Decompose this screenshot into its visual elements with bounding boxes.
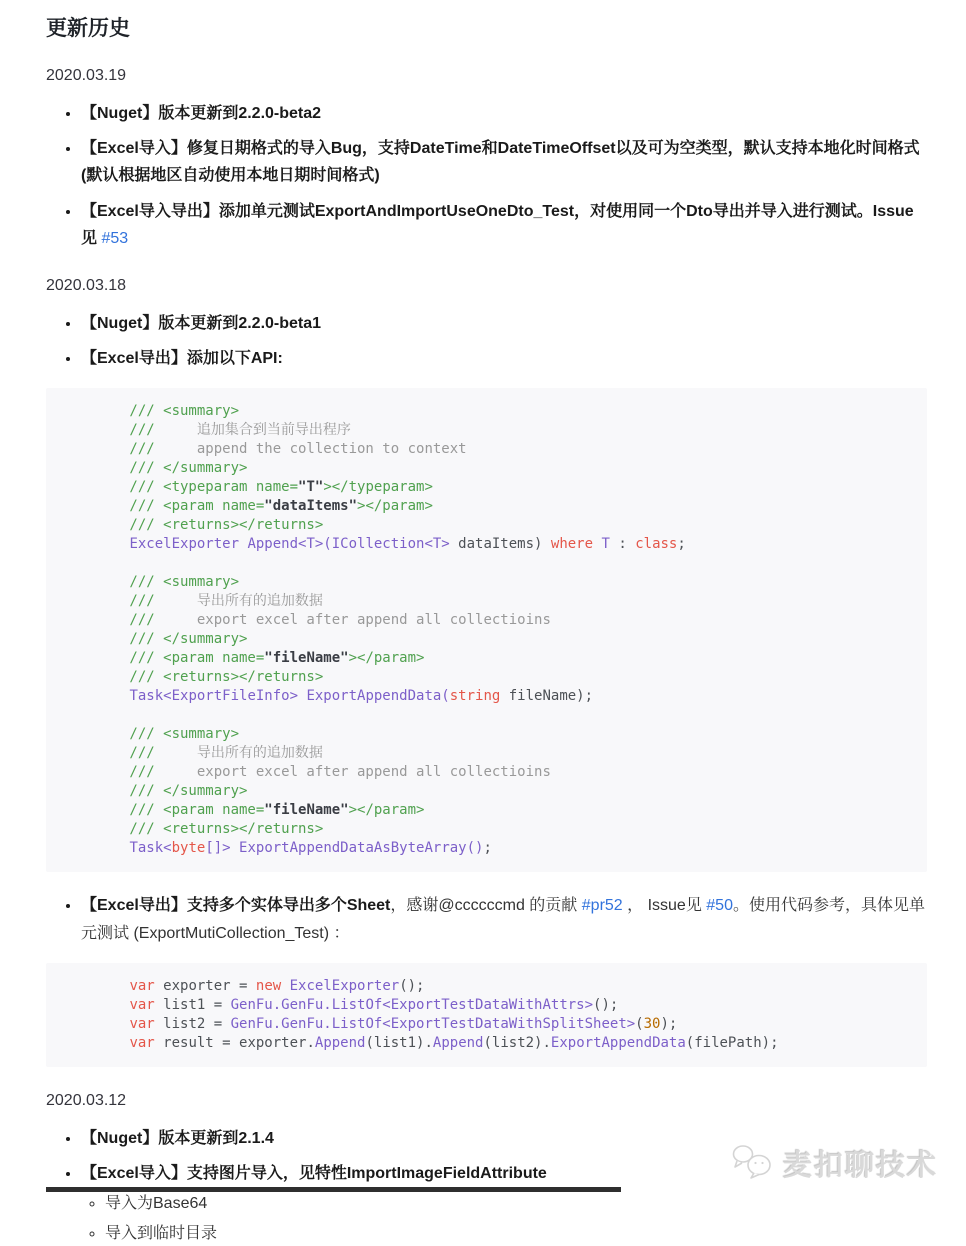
text-segment: 【Excel导入】支持图片导入，见特性ImportImageFieldAttribute xyxy=(81,1164,547,1182)
bullet-list xyxy=(46,1125,927,1246)
changelog-content xyxy=(46,66,927,1246)
bullet-list xyxy=(46,892,927,946)
text-segment: 【Nuget】版本更新到2.2.0-beta1 xyxy=(81,314,322,332)
list-item xyxy=(81,345,927,372)
sub-bullet-list xyxy=(81,1191,927,1246)
issue-link[interactable]: #pr52 xyxy=(581,897,623,915)
section-date: 2020.03.19 xyxy=(46,67,127,84)
list-item xyxy=(81,892,927,946)
issue-link[interactable]: #50 xyxy=(706,897,733,915)
code-block xyxy=(46,963,927,1067)
text-segment: 【Excel导入导出】添加单元测试ExportAndImportUseOneDto_Test，对使用同一个Dto导出并导入进行测试。Issue见 xyxy=(81,202,914,247)
text-segment: 。使用代码参考，具体见单元测试 (ExportMutiCollection_Test) ： xyxy=(81,897,925,942)
list-item xyxy=(81,198,927,252)
bullet-list xyxy=(46,310,927,372)
text-segment: 【Excel导出】支持多个实体导出多个Sheet xyxy=(81,897,391,915)
bullet-list xyxy=(46,100,927,252)
text-segment: 【Excel导入】修复日期格式的导入Bug，支持DateTime和DateTimeOffset以及可为空类型，默认支持本地化时间格式 (默认根据地区自动使用本地日期时间格式) xyxy=(81,140,920,185)
text-segment: 【Excel导出】添加以下API: xyxy=(81,350,283,368)
list-item xyxy=(81,310,927,337)
page-title: 更新历史 xyxy=(46,17,130,40)
sub-list-item: ◦ 导入为Base64 xyxy=(105,1191,927,1217)
list-item xyxy=(81,100,927,127)
code-content: /// <summary> /// 追加集合到当前导出程序 /// append the collection to context /// </summary> /// <typeparam name="T"></typeparam> /// <param name="dataItems"></param> /// <returns></returns> ExcelExporter Append<T>(ICollection<T> dataItems) where T : class; /// <summary> /// 导出所有的追加数据 /// export excel after append all collectioins /// </summary> /// <param name="fileName"></param> /// <returns></returns> Task<ExportFileInfo> ExportAppendData(string fileName); /// <summary> /// 导出所有的追加数据 /// export excel after append all collectioins /// </summary> /// <param name="fileName"></param> /// <returns></returns> Task<byte[]> ExportAppendDataAsByteArray(); xyxy=(62,403,686,857)
section-date: 2020.03.18 xyxy=(46,276,127,294)
list-item xyxy=(81,1160,927,1246)
list-item xyxy=(81,1125,927,1152)
text-segment: ，感谢@ccccccmd 的贡献 xyxy=(390,897,582,915)
text-segment: 【Nuget】版本更新到2.2.0-beta2 xyxy=(81,105,322,122)
watermark-label: 麦扣聊技术 xyxy=(782,1150,938,1182)
list-item xyxy=(81,135,927,189)
section-date: 2020.03.12 xyxy=(46,1091,127,1109)
text-segment: 【Nuget】版本更新到2.1.4 xyxy=(81,1129,274,1147)
code-block xyxy=(46,388,927,872)
sub-list-item: ◦ 导入到临时目录 xyxy=(105,1221,927,1246)
partial-next-block xyxy=(46,1187,621,1192)
code-content: var exporter = new ExcelExporter(); var list1 = GenFu.GenFu.ListOf<ExportTestDataWithAttrs>(); var list2 = GenFu.GenFu.ListOf<ExportTestDataWithSplitSheet>(30); var result = exporter.Append(list1).Append(list2).ExportAppendData(filePath); xyxy=(129,977,779,1051)
text-segment: ， Issue见 xyxy=(622,897,707,915)
issue-link[interactable]: #53 xyxy=(101,229,129,247)
